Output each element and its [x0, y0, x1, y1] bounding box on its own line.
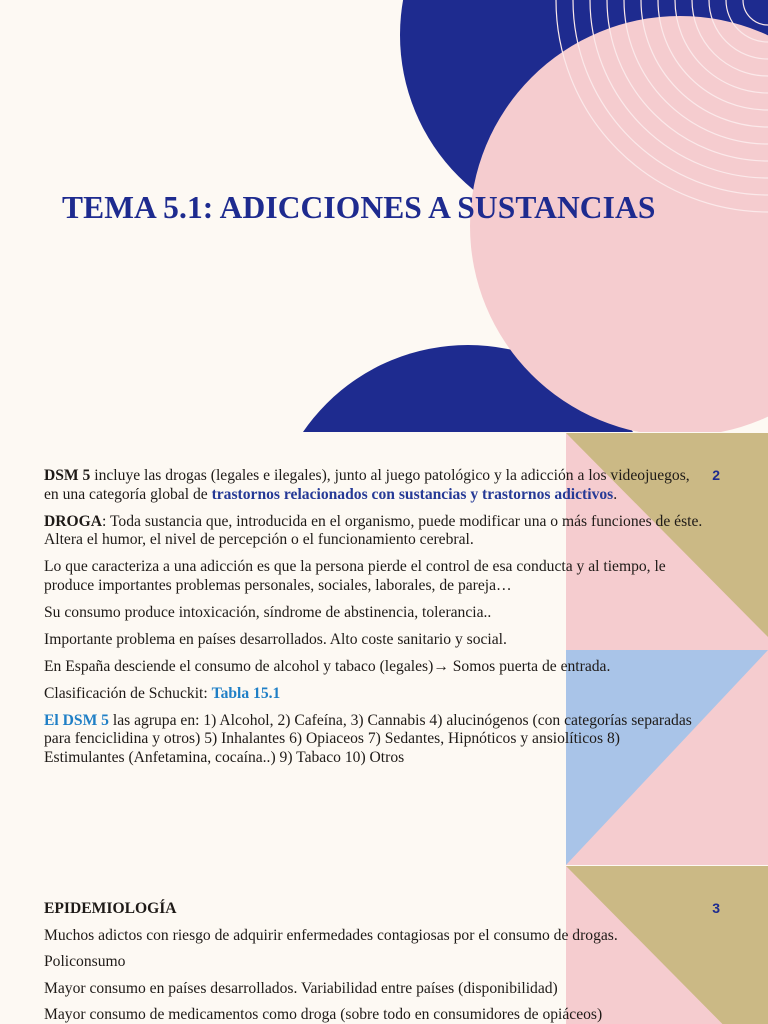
link-tabla-15-1[interactable]: Tabla 15.1: [211, 684, 281, 702]
paragraph-dsm5-groups: [44, 712, 704, 768]
highlight-category: trastornos relacionados con sustancias y trastornos adictivos: [211, 485, 614, 503]
epidemiology-slide: [0, 866, 768, 1024]
paragraph-problema: Importante problema en países desarrollados. Alto coste sanitario y social.: [44, 630, 507, 648]
term-dsm5: DSM 5: [44, 467, 91, 484]
title-slide: [0, 0, 768, 432]
paragraph-consumo: Su consumo produce intoxicación, síndrome de abstinencia, tolerancia..: [44, 603, 492, 621]
term-droga: DROGA: [44, 512, 103, 530]
text: Clasificación de Schuckit:: [44, 684, 212, 702]
slide-title: TEMA 5.1: ADICCIONES A SUSTANCIAS: [62, 190, 656, 225]
text: : Toda sustancia que, introducida en el organismo, puede modificar una o más funciones de éste. Altera el humor, el nivel de percepción o el funcionamiento cerebral.: [44, 512, 703, 548]
page-number: 2: [712, 467, 720, 483]
link-dsm5[interactable]: El DSM 5: [44, 711, 109, 729]
slide-content: [44, 467, 704, 776]
paragraph-espana: En España desciende el consumo de alcohol y tabaco (legales)→ Somos puerta de entrada.: [44, 657, 611, 675]
list-item: Policonsumo: [44, 953, 126, 970]
list-item: Mayor consumo en países desarrollados. Variabilidad entre países (disponibilidad): [44, 979, 558, 997]
page-number: 3: [712, 900, 720, 916]
slide-content: [44, 900, 704, 1024]
text: .: [613, 485, 618, 503]
paragraph-droga: [44, 513, 704, 550]
list-item: Muchos adictos con riesgo de adquirir enfermedades contagiosas por el consumo de drogas.: [44, 926, 618, 944]
section-heading: EPIDEMIOLOGÍA: [44, 900, 177, 917]
text: incluye las drogas (legales e ilegales), junto al juego patológico y la adicción a los videojuegos, en una categoría global de: [44, 467, 690, 503]
list-item: Mayor consumo de medicamentos como droga (sobre todo en consumidores de opiáceos): [44, 1006, 603, 1023]
paragraph-dsm5: [44, 467, 704, 504]
paragraph-schuckit: [44, 685, 704, 704]
text: las agrupa en: 1) Alcohol, 2) Cafeína, 3) Cannabis 4) alucinógenos (con categorías separadas para fenciclidina y otros) 5) Inhalantes 6) Opiaceos 7) Sedantes, Hipnóticos y ansiolíticos 8) Estimulantes (Anfetamina, cocaína..) 9) Tabaco 10) Otros: [44, 711, 692, 766]
dsm-slide: [0, 433, 768, 865]
paragraph-adiccion: Lo que caracteriza a una adicción es que la persona pierde el control de esa conducta y al tiempo, le produce importantes problemas personales, sociales, laborales, de pareja…: [44, 558, 666, 594]
